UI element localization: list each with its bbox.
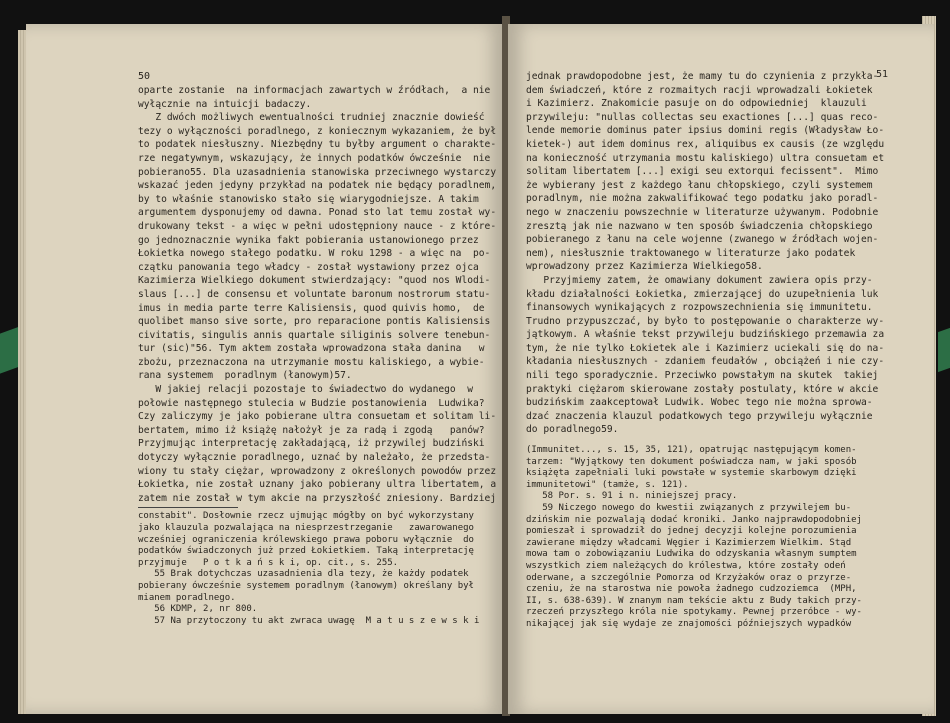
text-line: imus in media parte terre Kalisiensis, quod quivis homo, de xyxy=(138,302,485,314)
text-line: kładu działalności Łokietka, zmierzającej do uzupełnienia luk xyxy=(526,288,879,300)
text-line: kietek-) aut idem dominus rex, aliquibus ex causis (ze względu xyxy=(526,138,885,150)
text-line: zatem nie został w tym akcie na przyszłość zniesiony. Bardziej xyxy=(138,492,497,504)
text-line: jednak prawdopodobne jest, że mamy tu do czynienia z przykła- xyxy=(526,71,879,82)
footnote-line: 57 Na przytoczony tu akt zwraca uwagę M a t u s z e w s k i xyxy=(138,615,480,626)
footnote-line: czeniu, że na starostwa nie powoła żadnego cudzoziemca (MPH, xyxy=(526,584,857,595)
text-line: połowie następnego stulecia w Budzie postanowienia Ludwika? xyxy=(138,397,485,409)
text-line: kładania niesłusznych - zdaniem feudałów , obciążeń i nie czy- xyxy=(526,356,885,368)
text-line: nili tego sporadycznie. Przeciwko powstałym na skutek takiej xyxy=(526,370,879,382)
footnote-line: dzińskim nie pozwalają dodać kroniki. Janko najprawdopodobniej xyxy=(526,514,862,525)
text-line: praktyki ciężarom skierowane zostały postulaty, które w akcie xyxy=(526,383,879,395)
text-line: przywileju: "nullas collectas seu exactiones [...] quas reco- xyxy=(526,111,879,123)
footnote-line: pobierany ówcześnie systemem poradlnym (łanowym) określany był xyxy=(138,580,474,591)
text-line: tezy o wyłączności poradlnego, z koniecznym wykazaniem, że był xyxy=(138,125,497,137)
text-line: wyłącznie na intuicji badaczy. xyxy=(138,98,312,110)
footnote-line: pomieszał i sprowadził do jednej decyzji kolejne porozumienia xyxy=(526,526,857,537)
footnote-line: oderwane, a szczególnie Pomorza od Krzyżaków oraz o przyrze- xyxy=(526,572,852,583)
text-line: Przyjmując interpretację zakładającą, iż przywilej budziński xyxy=(138,438,485,450)
text-line: Kazimierza Wielkiego dokument stwierdzający: "quod nos Wlodi- xyxy=(138,275,491,287)
text-line: Łokietka, nie został uznany jako pobierany ultra libertatem, a xyxy=(138,479,497,491)
text-line: Z dwóch możliwych ewentualności trudniej znacznie dowieść xyxy=(138,112,485,124)
right-footnotes xyxy=(526,445,924,631)
left-page xyxy=(26,24,504,714)
footnote-line: immunitetowi" (tamże, s. 121). xyxy=(526,479,689,490)
text-line: bertatem, mimo iż książę nałożył je za radą i zgodą panów? xyxy=(138,424,485,436)
text-line: czątku panowania tego władcy - został wystawiony przez ojca xyxy=(138,261,479,273)
text-line: nego w znaczeniu powszechnie w literaturze używanym. Podobnie xyxy=(526,206,879,218)
text-line: pobieranego z łanu na cele wojenne (zwanego w źródłach wojen- xyxy=(526,234,879,246)
text-line: argumentem dysponujemy od dawna. Ponad sto lat temu został wy- xyxy=(138,207,497,219)
text-line: wiony tu stały ciężar, wprowadzony z określonych powodów przez xyxy=(138,465,497,477)
text-line: dem świadczeń, które z rozmaitych racji wprowadzali Łokietek xyxy=(526,84,873,96)
background-green-band-right xyxy=(938,328,950,372)
right-body-text xyxy=(526,70,924,437)
text-line: by to właśnie stanowisko stało się wiarygodniejsze. A takim xyxy=(138,193,479,205)
footnote-line: jako klauzula pozwalająca na niesprzestrzeganie zawarowanego xyxy=(138,523,474,533)
footnote-line: nikającej jak się wydaje ze znajomości późniejszych wypadków xyxy=(526,618,852,629)
text-line: rze negatywnym, wskazujący, że innych podatków ówcześnie nie xyxy=(138,152,491,164)
text-line: tur (sic)"56. Tym aktem została wprowadzona stała danina w xyxy=(138,343,485,355)
right-page xyxy=(508,24,934,714)
footnote-line: 59 Niczego nowego do kwestii związanych z przywilejem bu- xyxy=(526,503,852,513)
footnote-line: książęta zapełniali luki powstałe w systemie skarbowym dzięki xyxy=(526,468,857,479)
text-line: budzińskim zaakceptował Ludwik. Wobec tego nie można sprowa- xyxy=(526,397,873,409)
text-line: jątkowym. A właśnie tekst przywileju budzińskiego przemawia za xyxy=(526,329,885,341)
left-footnotes xyxy=(138,511,490,627)
text-line: Łokietka nowego stałego podatku. W roku 1298 - a więc na po- xyxy=(138,248,491,260)
footnote-line: rzeczeń przyszłego króla nie spotykamy. Pewnej przeróbce - wy- xyxy=(526,607,862,618)
text-line: że wybierany jest z każdego łanu chłopskiego, czyli systemem xyxy=(526,179,873,191)
text-line: drukowany tekst - a więc w pełni udostępniony nauce - z które- xyxy=(138,220,497,232)
text-line: rana systemem poradlnym (łanowym)57. xyxy=(138,370,352,382)
footnote-line: 55 Brak dotychczas uzasadnienia dla tezy, że każdy podatek xyxy=(138,569,469,580)
text-line: civitatis, singulis annis quartale siliginis solvere tenebun- xyxy=(138,329,491,341)
text-line: wprowadzony przez Kazimierza Wielkiego58. xyxy=(526,261,763,273)
footnote-line: tarzem: "Wyjątkowy ten dokument poświadcza nam, w jaki sposób xyxy=(526,456,857,467)
footnote-line: zawierane między władcami Węgier i Kazimierzem Wielkim. Stąd xyxy=(526,537,852,548)
footnote-line: mowa tam o zobowiązaniu Ludwika do odzyskania własnym sumptem xyxy=(526,549,857,560)
footnote-line: wcześniej ograniczenia królewskiego prawa poboru wyłącznie do xyxy=(138,534,474,545)
page-number: 50 xyxy=(138,71,151,82)
text-line: dzać znaczenia klauzul podatkowych tego przywileju wyłącznie xyxy=(526,410,873,422)
text-line: tym, że nie tylko Łokietek ale i Kazimierz uciekali się do na- xyxy=(526,342,885,354)
text-line: lende memorie dominus pater ipsius domini regis (Władysław Ło- xyxy=(526,125,885,137)
text-line: finansowych wynikających z rozpowszechnienia się immunitetu. xyxy=(526,302,873,314)
footnote-line: II, s. 638-639). W znanym nam tekście aktu z Budy takich przy- xyxy=(526,595,862,606)
text-line: W jakiej relacji pozostaje to świadectwo do wydanego w xyxy=(138,384,474,396)
text-line: slaus [...] de consensu et voluntate baronum nostrorum statu- xyxy=(138,288,491,300)
text-line: zbożu, przeznaczona na utrzymanie mostu kaliskiego, a wybie- xyxy=(138,356,485,368)
text-line: solitam libertatem [...] exigi seu extorqui fecissent". Mimo xyxy=(526,166,879,178)
text-line: to podatek niesłuszny. Niezbędny tu byłby argument o charakte- xyxy=(138,139,497,151)
footnote-line: podatków świadczonych już przed Łokietkiem. Taką interpretację xyxy=(138,546,474,557)
text-line: dotyczy wyłącznie poradlnego, uznać by należało, że przedsta- xyxy=(138,452,491,464)
text-line: poradlnym, nie można zakwalifikować tego podatku jako poradl- xyxy=(526,193,879,205)
footnote-line: 56 KDMP, 2, nr 800. xyxy=(138,604,258,615)
text-line: oparte zostanie na informacjach zawartych w źródłach, a nie xyxy=(138,85,491,96)
background-green-band xyxy=(0,326,20,373)
page-number: 51 xyxy=(875,69,888,80)
text-line: wskazać jeden jedyny przykład na podatek nie będący poradlnem, xyxy=(138,180,497,192)
text-line: na konieczność utrzymania mostu kaliskiego) ultra consuetam et xyxy=(526,152,885,164)
footnote-line: 58 Por. s. 91 i n. niniejszej pracy. xyxy=(526,491,738,502)
footnote-line: przyjmuje P o t k a ń s k i, op. cit., s. 255. xyxy=(138,557,399,568)
text-line: Czy zaliczymy je jako pobierane ultra consuetam et solitam li- xyxy=(138,411,497,423)
open-book xyxy=(18,16,936,716)
left-body-text xyxy=(138,84,497,505)
text-line: pobierano55. Dla uzasadnienia stanowiska przeciwnego wystarczy xyxy=(138,166,497,178)
text-line: Trudno przypuszczać, by było to postępowanie o charakterze wy- xyxy=(526,315,885,327)
footnote-line: mianem poradlnego. xyxy=(138,592,236,603)
text-line: zresztą jak nie nazwano w ten sposób świadczenia chłopskiego xyxy=(526,220,873,232)
text-line: i Kazimierz. Znakomicie pasuje on do odpowiedniej klauzuli xyxy=(526,98,867,110)
footnote-divider xyxy=(138,507,238,508)
text-line: do poradlnego59. xyxy=(526,424,619,436)
footnote-line: constabit". Dosłownie rzecz ujmując mógłby on być wykorzystany xyxy=(138,511,474,522)
footnote-gap xyxy=(526,437,924,445)
text-line: Przyjmiemy zatem, że omawiany dokument zawiera opis przy- xyxy=(526,274,873,286)
text-line: go jednoznacznie wynika fakt pobierania ustanowionego przez xyxy=(138,234,479,246)
footnote-line: wszystkich ziem należących do królestwa, które zostały odeń xyxy=(526,560,846,571)
text-line: nem), niesłusznie traktowanego w literaturze jako podatek xyxy=(526,247,856,259)
footnote-line: (Immunitet..., s. 15, 35, 121), opatrując następującym komen- xyxy=(526,445,857,456)
text-line: quolibet manso sive sorte, pro reparacione pontis Kalisiensis xyxy=(138,316,491,328)
